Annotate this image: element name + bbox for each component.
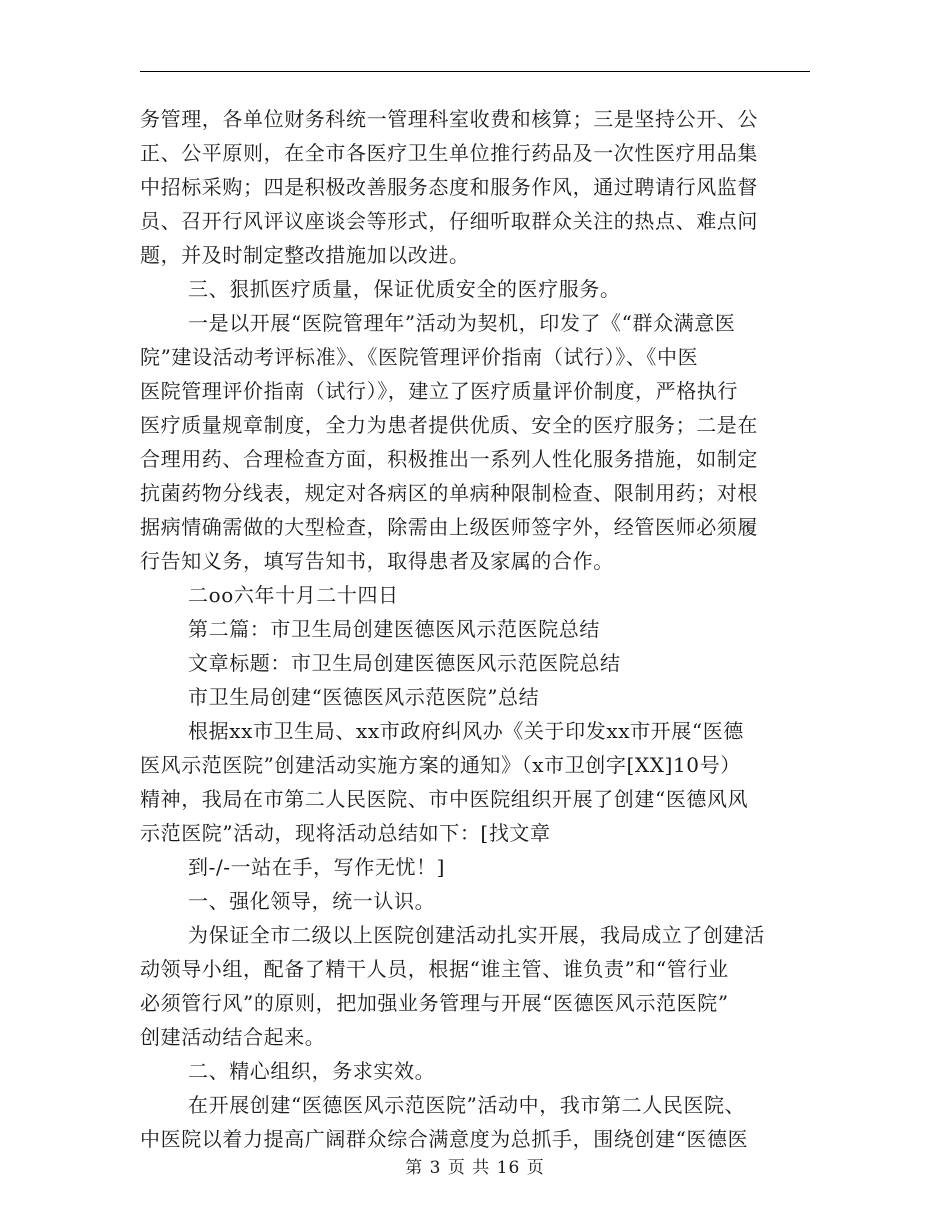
document-body (140, 102, 810, 1156)
text-line: 医院管理评价指南（试行）》，建立了医疗质量评价制度，严格执行 (140, 379, 738, 403)
text-line: 在开展创建“医德医风示范医院”活动中，我市第二人民医院、 (188, 1093, 746, 1117)
text-line: 动领导小组，配备了精干人员，根据“谁主管、谁负责”和“管行业 (140, 957, 729, 981)
text-line: 抗菌药物分线表，规定对各病区的单病种限制检查、限制用药；对根 (140, 481, 758, 505)
text-line: 院”建设活动考评标准》、《医院管理评价指南（试行）》、《中医 (140, 345, 699, 369)
text-line: 合理用药、合理检查方面，积极推出一系列人性化服务措施，如制定 (140, 447, 758, 471)
text-line: 根据xx市卫生局、xx市政府纠风办《关于印发xx市开展“医德 (188, 719, 744, 743)
text-line: 中医院以着力提高广阔群众综合满意度为总抓手，围绕创建“医德医 (140, 1127, 749, 1151)
text-line: 创建活动结合起来。 (140, 1025, 326, 1049)
text-line: 精神，我局在市第二人民医院、市中医院组织开展了创建“医德风风 (140, 787, 749, 811)
text-line: 一是以开展“医院管理年”活动为契机，印发了《“群众满意医 (188, 311, 736, 335)
article-title: 文章标题：市卫生局创建医德医风示范医院总结 (188, 651, 621, 675)
text-line: 必须管行风”的原则，把加强业务管理与开展“医德医风示范医院” (140, 991, 729, 1015)
text-line: 据病情确需做的大型检查，除需由上级医师签字外，经管医师必须履 (140, 515, 758, 539)
text-line: 正、公平原则，在全市各医疗卫生单位推行药品及一次性医疗用品集 (140, 141, 758, 165)
text-line: 题，并及时制定整改措施加以改进。 (140, 243, 470, 267)
text-line: 员、召开行风评议座谈会等形式，仔细听取群众关注的热点、难点问 (140, 209, 758, 233)
text-line: 为保证全市二级以上医院创建活动扎实开展，我局成立了创建活 (188, 923, 765, 947)
summary-title: 市卫生局创建“医德医风示范医院”总结 (188, 685, 540, 709)
chapter-title: 第二篇：市卫生局创建医德医风示范医院总结 (188, 617, 600, 641)
text-line: 中招标采购；四是积极改善服务态度和服务作风，通过聘请行风监督 (140, 175, 758, 199)
header-rule (140, 71, 810, 72)
text-line: 医疗质量规章制度，全力为患者提供优质、安全的医疗服务；二是在 (140, 413, 758, 437)
page-number-footer: 第 3 页 共 16 页 (405, 1158, 545, 1178)
text-line: 务管理，各单位财务科统一管理科室收费和核算；三是坚持公开、公 (140, 107, 758, 131)
text-line: 医风示范医院”创建活动实施方案的通知》（x市卫创字[XX]10号） (140, 753, 741, 777)
text-line: 行告知义务，填写告知书，取得患者及家属的合作。 (140, 549, 614, 573)
section-heading: 一、强化领导，统一认识。 (188, 889, 436, 913)
text-line: 到-/-一站在手，写作无忧！] (188, 855, 446, 879)
section-heading: 二、精心组织，务求实效。 (188, 1059, 436, 1083)
date-line: 二oo六年十月二十四日 (188, 583, 399, 607)
text-line: 示范医院”活动，现将活动总结如下：[找文章 (140, 821, 551, 845)
section-heading: 三、狠抓医疗质量，保证优质安全的医疗服务。 (188, 277, 621, 301)
